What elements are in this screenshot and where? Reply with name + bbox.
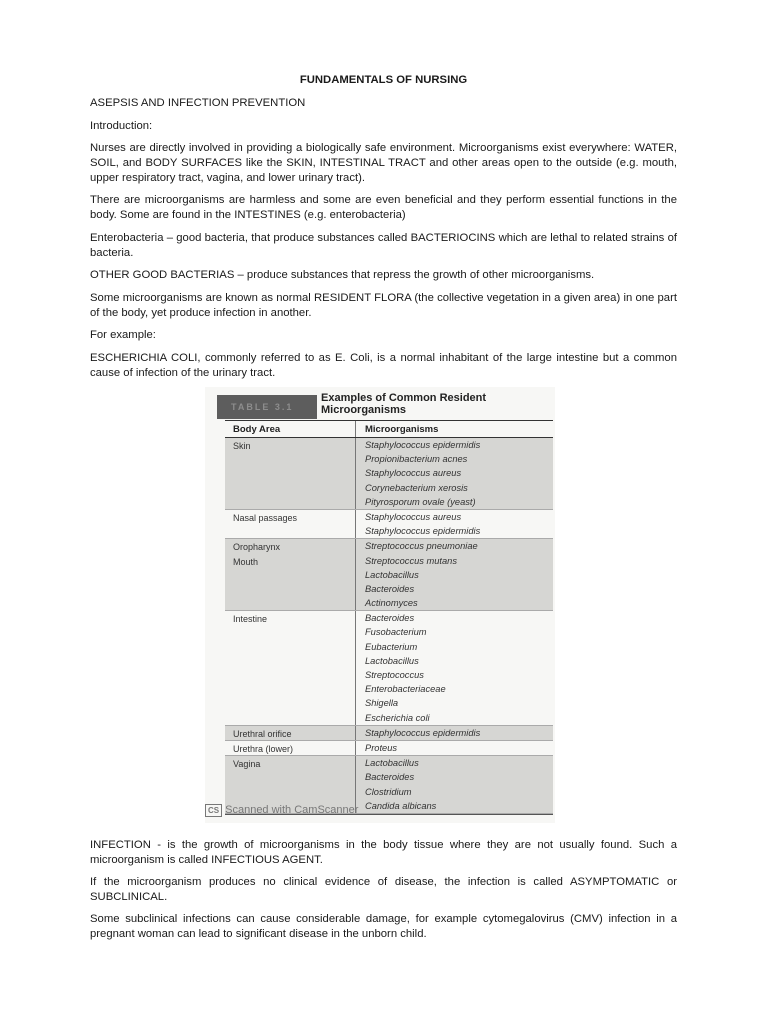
microorganism-name: Lactobacillus (365, 569, 419, 580)
column-divider (355, 539, 356, 610)
microorganism-name: Staphylococcus aureus (365, 468, 462, 479)
table-title-line-1: Examples of Common Resident (321, 392, 487, 404)
microorganisms-cell (365, 726, 553, 740)
body-area-cell (233, 757, 260, 771)
table-number-badge: TABLE 3.1 (217, 395, 317, 419)
body-area-cell (233, 439, 251, 453)
table-row-group (225, 539, 553, 611)
column-divider (355, 510, 356, 538)
scanned-table-header (217, 391, 555, 421)
microorganisms-cell (365, 510, 553, 538)
scanned-table-image (205, 387, 555, 823)
body-area-cell (233, 540, 280, 568)
microorganism-name: Staphylococcus aureus (365, 511, 462, 522)
column-header-microorganisms: Microorganisms (365, 424, 439, 435)
intro-label: Introduction: (90, 120, 153, 132)
microorganism-name: Enterobacteriaceae (365, 684, 446, 695)
paragraph-4: OTHER GOOD BACTERIAS – produce substances that repress the growth of other microorganisms. (90, 269, 595, 281)
column-divider (355, 741, 356, 755)
resident-microorganisms-table (225, 420, 553, 815)
body-area-label: Nasal passages (233, 512, 298, 523)
column-divider (355, 421, 356, 437)
body-area-label: Intestine (233, 614, 268, 625)
microorganism-name: Bacteroides (365, 613, 415, 624)
microorganism-name: Propionibacterium acnes (365, 454, 468, 465)
table-row-group (225, 611, 553, 726)
microorganism-name: Staphylococcus epidermidis (365, 440, 481, 450)
microorganisms-cell (365, 741, 553, 755)
body-area-cell (233, 511, 297, 525)
microorganisms-cell (365, 539, 553, 610)
microorganism-name: Actinomyces (365, 598, 418, 609)
table-header-row (225, 421, 553, 438)
table-row-group (225, 741, 553, 756)
microorganism-name: Candida albicans (365, 800, 437, 811)
camscanner-watermark-text: Scanned with CamScanner (225, 804, 359, 816)
camscanner-watermark (205, 804, 358, 817)
camscanner-logo-icon: CS (205, 804, 222, 817)
body-area-label: Urethra (lower) (233, 743, 294, 754)
table-row-group (225, 726, 553, 741)
document-title: FUNDAMENTALS OF NURSING (299, 74, 468, 86)
paragraph-7: ESCHERICHIA COLI, commonly referred to as E. Coli, is a normal inhabitant of the large intestine but a common cause of infection of the urinary tract. (90, 352, 677, 379)
microorganism-name: Streptococcus pneumoniae (365, 541, 478, 552)
table-title (321, 392, 551, 416)
microorganism-name: Pityrosporum ovale (yeast) (365, 496, 476, 507)
microorganism-name: Fusobacterium (365, 627, 427, 638)
column-divider (355, 438, 356, 509)
microorganism-name: Eubacterium (365, 641, 418, 652)
paragraph-6: For example: (90, 329, 156, 341)
paragraph-9: If the microorganism produces no clinical evidence of disease, the infection is called ASYMPTOMATIC or SUBCLINICAL. (90, 876, 677, 903)
body-area-label: Oropharynx (233, 542, 281, 553)
microorganisms-cell (365, 756, 553, 813)
microorganism-name: Streptococcus (365, 670, 424, 680)
paragraph-5: Some microorganisms are known as normal RESIDENT FLORA (the collective vegetation in a given area) in one part of the body, yet produce infection in another. (90, 292, 677, 319)
table-row-group (225, 438, 553, 510)
body-area-cell (233, 742, 293, 756)
microorganism-name: Proteus (365, 742, 398, 753)
table-title-line-2: Microorganisms (321, 404, 406, 416)
microorganism-name: Lactobacillus (365, 758, 419, 769)
microorganism-name: Bacteroides (365, 772, 415, 783)
microorganisms-cell (365, 438, 553, 509)
column-header-body-area: Body Area (233, 424, 281, 435)
microorganism-name: Corynebacterium xerosis (365, 482, 468, 493)
microorganism-name: Clostridium (365, 786, 412, 797)
body-area-label: Vagina (233, 759, 261, 770)
microorganism-name: Escherichia coli (365, 712, 430, 723)
section-heading: ASEPSIS AND INFECTION PREVENTION (90, 97, 306, 109)
body-area-label: Mouth (233, 556, 259, 567)
paragraph-10: Some subclinical infections can cause considerable damage, for example cytomegalovirus (CMV) infection in a pregnant woman can lead to significant disease in the unborn child. (90, 913, 677, 940)
microorganism-name: Bacteroides (365, 583, 415, 594)
paragraph-1: Nurses are directly involved in providing a biologically safe environment. Microorganisms exist everywhere: WATER, SOIL, and BODY SURFACES like the SKIN, INTESTINAL TRACT and other areas open to the outside (e.g. mouth, upper respiratory tract, vagina, and lower urinary tract). (90, 142, 677, 184)
paragraph-2: There are microorganisms are harmless and some are even beneficial and they perform essential functions in the body. Some are found in the INTESTINES (e.g. enterobacteria) (90, 194, 677, 221)
microorganisms-cell (365, 611, 553, 725)
table-row-group (225, 510, 553, 539)
paragraph-3: Enterobacteria – good bacteria, that produce substances called BACTERIOCINS which are lethal to related strains of bacteria. (90, 232, 677, 259)
body-area-label: Skin (233, 441, 251, 451)
microorganism-name: Staphylococcus epidermidis (365, 727, 481, 738)
body-area-label: Urethral orifice (233, 728, 292, 739)
microorganism-name: Lactobacillus (365, 655, 419, 666)
microorganism-name: Shigella (365, 698, 399, 709)
microorganism-name: Staphylococcus epidermidis (365, 526, 481, 537)
paragraph-8: INFECTION - is the growth of microorganisms in the body tissue where they are not usually found. Such a microorganism is called INFECTIOUS AGENT. (90, 839, 677, 866)
body-area-cell (233, 727, 292, 741)
column-divider (355, 726, 356, 740)
body-area-cell (233, 612, 267, 626)
microorganism-name: Streptococcus mutans (365, 555, 457, 566)
column-divider (355, 611, 356, 725)
